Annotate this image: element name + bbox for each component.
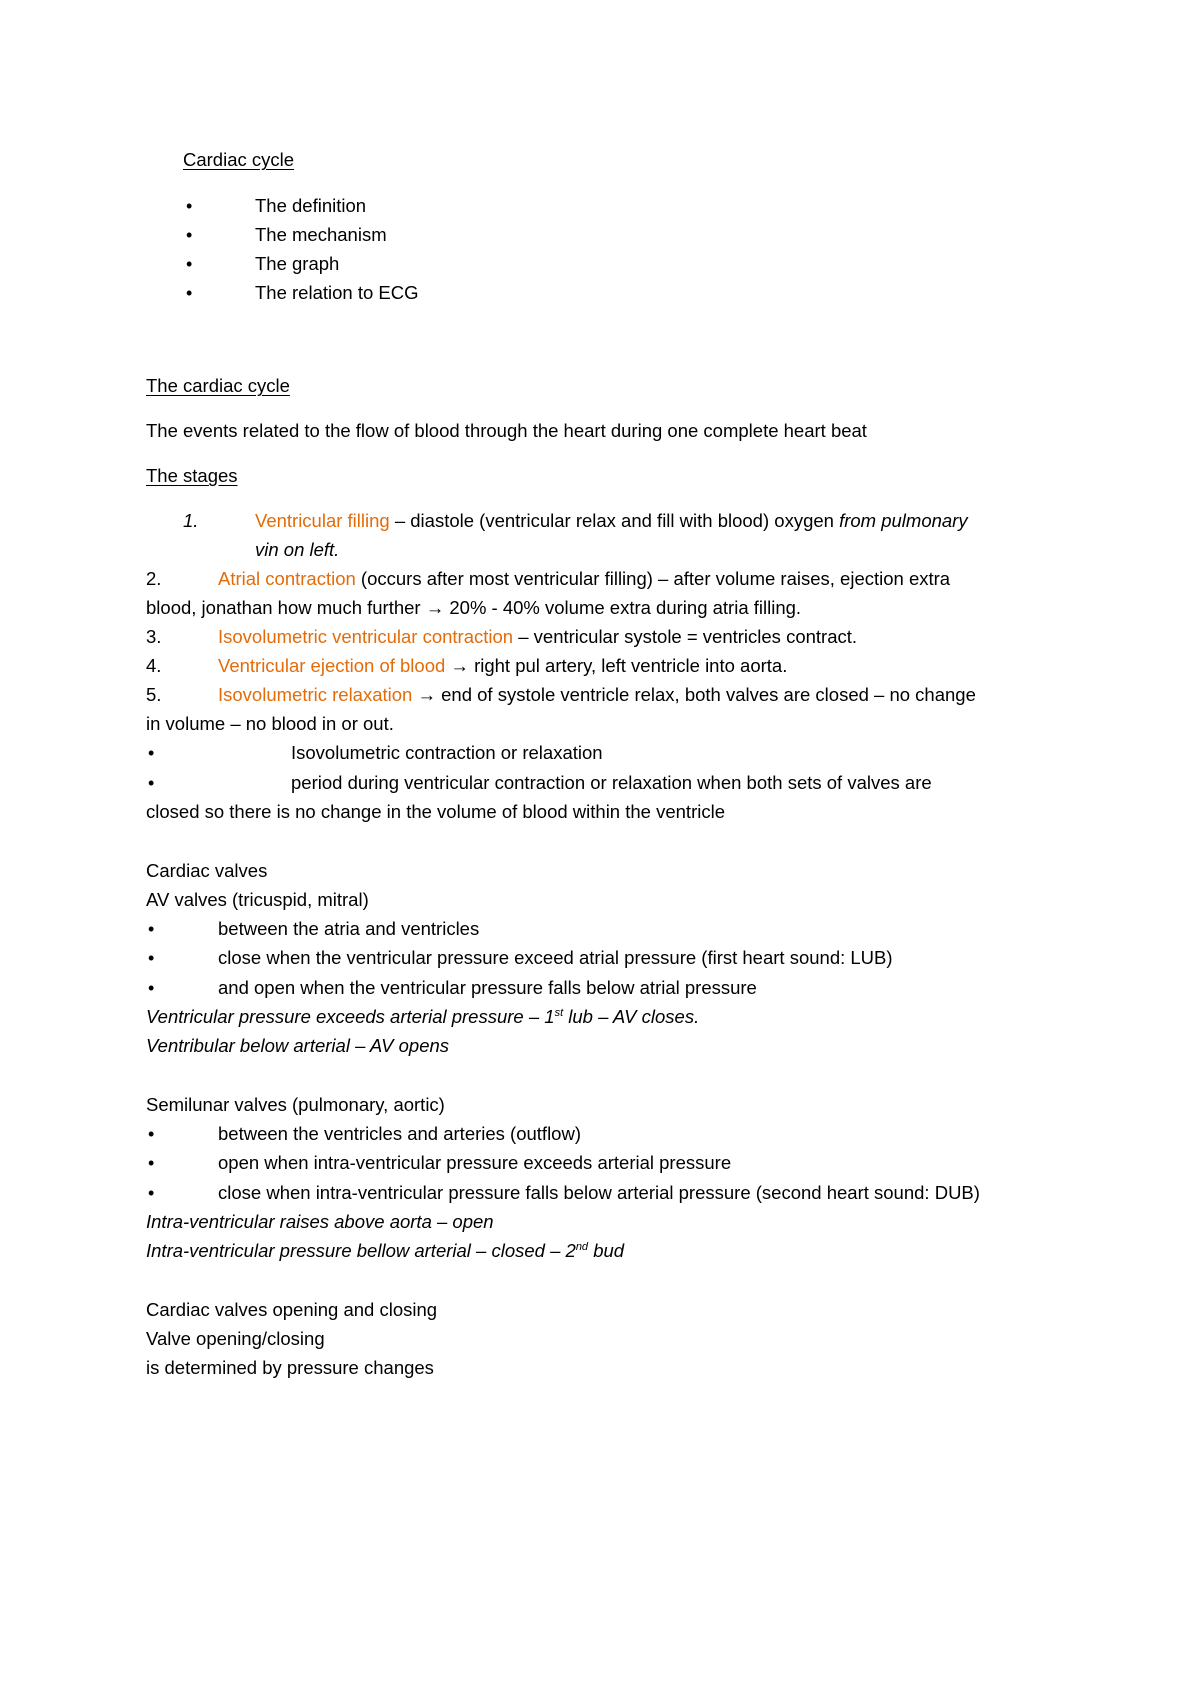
- stage-3-number: 3.: [146, 626, 162, 647]
- intro-bullet-2: The mechanism: [255, 224, 387, 245]
- stage-1-line: [255, 509, 968, 533]
- av-note-1-text: Ventricular pressure exceeds arterial pressure – 1: [146, 1006, 555, 1027]
- intro-bullet-4: The relation to ECG: [255, 282, 419, 303]
- closing-line-1: Cardiac valves opening and closing: [146, 1299, 438, 1320]
- stage-5-line2: in volume – no blood in or out.: [146, 713, 394, 734]
- sl-bullet-3: close when intra-ventricular pressure falls below arterial pressure (second heart sound: DUB): [218, 1182, 980, 1203]
- stage-2-line: [218, 567, 950, 591]
- av-note-2: Ventribular below arterial – AV opens: [146, 1035, 450, 1056]
- bullet-dot: •: [186, 283, 193, 303]
- bullet-dot: •: [148, 1124, 155, 1144]
- stage-4-number: 4.: [146, 655, 162, 676]
- bullet-dot: •: [186, 254, 193, 274]
- av-bullet-1: between the atria and ventricles: [218, 918, 480, 939]
- stage-1-line2: vin on left.: [255, 539, 340, 560]
- stages-bullet-2: period during ventricular contraction or relaxation when both sets of valves are: [291, 772, 932, 793]
- stage-1-label: Ventricular filling: [255, 510, 390, 531]
- stage-1-number: 1.: [183, 510, 199, 531]
- section-heading-stages: The stages: [146, 465, 238, 486]
- closing-line-2: Valve opening/closing: [146, 1328, 325, 1349]
- stage-2-label: Atrial contraction: [218, 568, 356, 589]
- stage-5-number: 5.: [146, 684, 162, 705]
- section-heading-valves: Cardiac valves: [146, 860, 268, 881]
- definition-text: The events related to the flow of blood through the heart during one complete heart beat: [146, 420, 867, 441]
- bullet-dot: •: [148, 1183, 155, 1203]
- av-note-1: [146, 1005, 699, 1029]
- sl-note-1: Intra-ventricular raises above aorta – open: [146, 1211, 494, 1232]
- intro-bullet-1: The definition: [255, 195, 367, 216]
- stage-4-label: Ventricular ejection of blood: [218, 655, 446, 676]
- section-heading-definition: The cardiac cycle: [146, 375, 290, 396]
- stage-4-line: [218, 654, 787, 678]
- stage-4-text: → right pul artery, left ventricle into aorta.: [445, 655, 788, 676]
- bullet-dot: •: [148, 743, 155, 763]
- sl-bullet-1: between the ventricles and arteries (outflow): [218, 1123, 581, 1144]
- stage-1-text: – diastole (ventricular relax and fill with blood) oxygen: [389, 510, 840, 531]
- bullet-dot: •: [148, 978, 155, 998]
- bullet-dot: •: [186, 196, 193, 216]
- stage-3-label: Isovolumetric ventricular contraction: [218, 626, 514, 647]
- semilunar-heading: Semilunar valves (pulmonary, aortic): [146, 1094, 445, 1115]
- stage-3-text: – ventricular systole = ventricles contract.: [513, 626, 858, 647]
- sl-note-2-sup: nd: [575, 1240, 589, 1253]
- bullet-dot: •: [148, 1153, 155, 1173]
- bullet-dot: •: [186, 225, 193, 245]
- av-valves-heading: AV valves (tricuspid, mitral): [146, 889, 369, 910]
- intro-bullet-3: The graph: [255, 253, 340, 274]
- stage-5-label: Isovolumetric relaxation: [218, 684, 413, 705]
- sl-bullet-2: open when intra-ventricular pressure exceeds arterial pressure: [218, 1152, 732, 1173]
- sl-note-2: [146, 1239, 624, 1263]
- bullet-dot: •: [148, 919, 155, 939]
- doc-title: Cardiac cycle: [183, 149, 295, 170]
- sl-note-2-text: Intra-ventricular pressure bellow arterial – closed – 2: [146, 1240, 576, 1261]
- av-note-1-sup: st: [554, 1006, 564, 1019]
- av-bullet-3: and open when the ventricular pressure falls below atrial pressure: [218, 977, 757, 998]
- stage-2-line2: blood, jonathan how much further → 20% - 40% volume extra during atria filling.: [146, 597, 802, 618]
- sl-note-2-rest: bud: [588, 1240, 625, 1261]
- stage-2-number: 2.: [146, 568, 162, 589]
- stage-2-text: (occurs after most ventricular filling) – after volume raises, ejection extra: [355, 568, 951, 589]
- stage-5-line: [218, 683, 976, 707]
- bullet-dot: •: [148, 948, 155, 968]
- stage-5-text: → end of systole ventricle relax, both valves are closed – no change: [412, 684, 976, 705]
- stage-1-italic: from pulmonary: [839, 510, 968, 531]
- av-note-1-rest: lub – AV closes.: [563, 1006, 700, 1027]
- closing-line-3: is determined by pressure changes: [146, 1357, 434, 1378]
- stage-3-line: [218, 625, 857, 649]
- stages-bullet-1: Isovolumetric contraction or relaxation: [291, 742, 603, 763]
- bullet-dot: •: [148, 773, 155, 793]
- av-bullet-2: close when the ventricular pressure exceed atrial pressure (first heart sound: LUB): [218, 947, 893, 968]
- stages-bullet-2-line2: closed so there is no change in the volume of blood within the ventricle: [146, 801, 725, 822]
